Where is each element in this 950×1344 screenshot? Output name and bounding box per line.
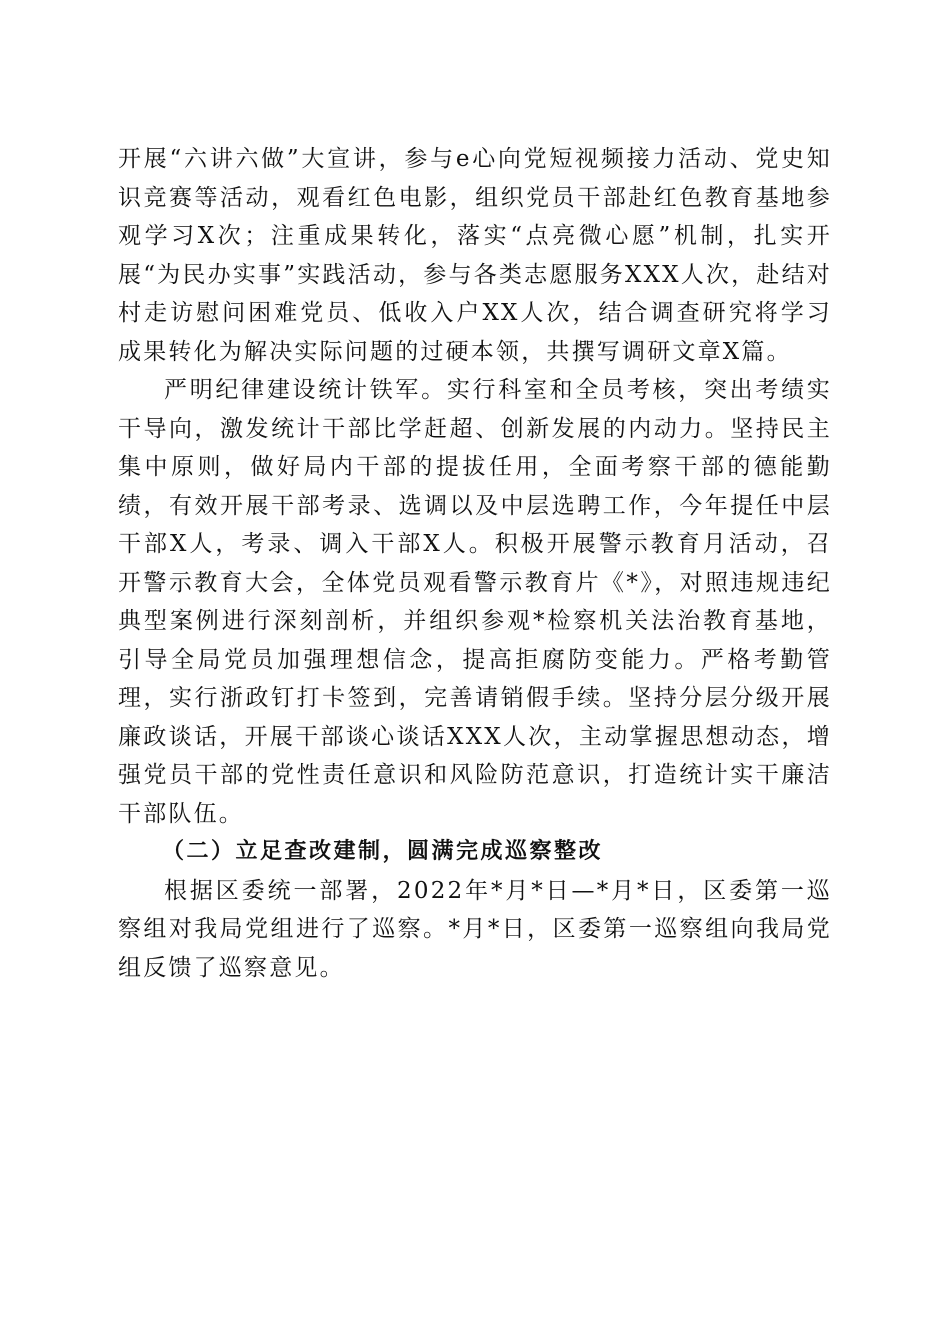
document-page: [118, 140, 832, 987]
body-paragraph-inspection: 根据区委统一部署，2022年*月*日—*月*日，区委第一巡察组对我局党组进行了巡察。*月*日，区委第一巡察组向我局党组反馈了巡察意见。: [118, 877, 832, 981]
body-paragraph-continuation: 开展“六讲六做”大宣讲，参与e心向党短视频接力活动、党史知识竞赛等活动，观看红色电影，组织党员干部赴红色教育基地参观学习X次；注重成果转化，落实“点亮微心愿”机制，扎实开展“为民办实事”实践活动，参与各类志愿服务XXX人次，赴结对村走访慰问困难党员、低收入户XX人次，结合调查研究将学习成果转化为解决实际问题的过硬本领，共撰写调研文章X篇。: [118, 146, 832, 365]
body-paragraph-discipline: 严明纪律建设统计铁军。实行科室和全员考核，突出考绩实干导向，激发统计干部比学赶超、创新发展的内动力。坚持民主集中原则，做好局内干部的提拔任用，全面考察干部的德能勤绩，有效开展干部考录、选调以及中层选聘工作，今年提任中层干部X人，考录、调入干部X人。积极开展警示教育月活动，召开警示教育大会，全体党员观看警示教育片《*》，对照违规违纪典型案例进行深刻剖析，并组织参观*检察机关法治教育基地，引导全局党员加强理想信念，提高拒腐防变能力。严格考勤管理，实行浙政钉打卡签到，完善请销假手续。坚持分层分级开展廉政谈话，开展干部谈心谈话XXX人次，主动掌握思想动态，增强党员干部的党性责任意识和风险防范意识，打造统计实干廉洁干部队伍。: [118, 377, 832, 827]
section-heading: （二）立足查改建制，圆满完成巡察整改: [162, 839, 604, 864]
